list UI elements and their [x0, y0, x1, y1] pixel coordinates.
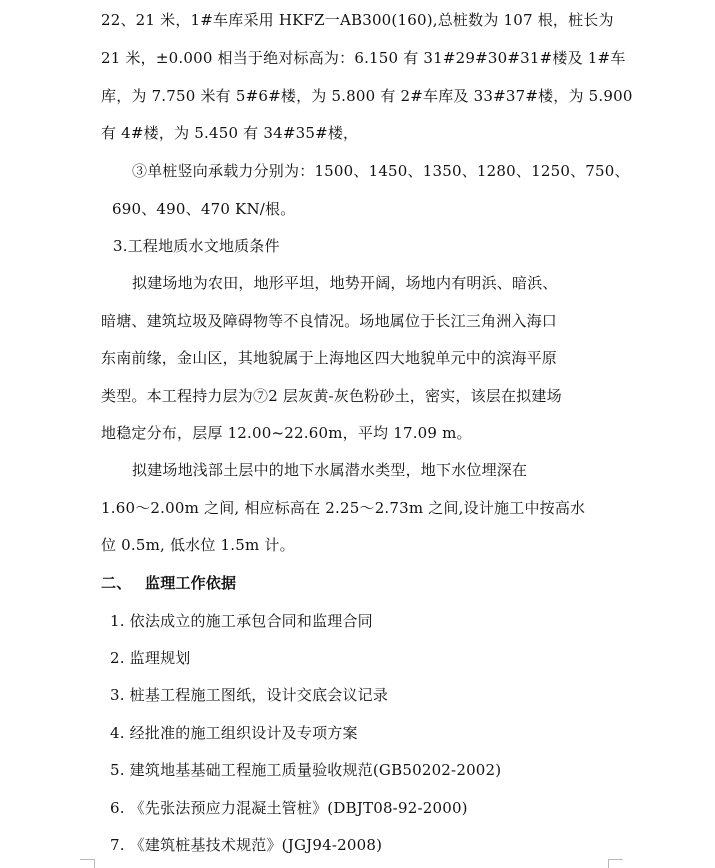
paragraph-line: 东南前缘，金山区，其地貌属于上海地区四大地貌单元中的滨海平原: [101, 349, 558, 367]
list-item: 4. 经批准的施工组织设计及专项方案: [110, 724, 358, 742]
paragraph-line: 21 米，±0.000 相当于绝对标高为：6.150 有 31#29#30#31#楼及 1#车: [101, 49, 626, 67]
list-item: 1. 依法成立的施工承包合同和监理合同: [110, 612, 373, 630]
paragraph-line: 22、21 米，1#车库采用 HKFZ一AB300(160),总桩数为 107 根，桩长为: [101, 11, 614, 29]
paragraph-line: 地稳定分布，层厚 12.00~22.60m，平均 17.09 m。: [101, 424, 472, 442]
chapter-heading: [101, 572, 236, 594]
list-item: 3. 桩基工程施工图纸，设计交底会议记录: [110, 686, 389, 704]
section-heading: 3.工程地质水文地质条件: [113, 237, 280, 255]
paragraph-line: 拟建场地为农田，地形平坦，地势开阔，场地内有明浜、暗浜、: [132, 274, 558, 292]
list-item: 6. 《先张法预应力混凝土管桩》(DBJT08-92-2000): [110, 799, 468, 817]
chapter-number: 二、: [101, 574, 132, 592]
list-item: 2. 监理规划: [110, 649, 191, 667]
paragraph-line: 1.60～2.00m 之间, 相应标高在 2.25～2.73m 之间,设计施工中按高水: [101, 499, 586, 517]
paragraph-line: 位 0.5m, 低水位 1.5m 计。: [101, 536, 295, 554]
paragraph-line: 有 4#楼，为 5.450 有 34#35#楼，: [101, 124, 359, 142]
paragraph-line: ③单桩竖向承载力分别为：1500、1450、1350、1280、1250、750、: [132, 162, 630, 180]
paragraph-line: 690、490、470 KN/根。: [112, 200, 296, 218]
paragraph-line: 类型。本工程持力层为⑦2 层灰黄-灰色粉砂土，密实，该层在拟建场: [101, 387, 562, 405]
paragraph-line: 暗塘、建筑垃圾及障碍物等不良情况。场地属位于长江三角洲入海口: [101, 312, 558, 330]
page-corner-mark: [80, 859, 95, 868]
page-corner-mark: [608, 859, 623, 868]
paragraph-line: 拟建场地浅部土层中的地下水属潜水类型，地下水位埋深在: [132, 461, 528, 479]
chapter-title: 监理工作依据: [145, 574, 237, 592]
list-item: 5. 建筑地基基础工程施工质量验收规范(GB50202-2002): [110, 761, 502, 779]
list-item: 7. 《建筑桩基技术规范》(JGJ94-2008): [110, 836, 383, 854]
paragraph-line: 库，为 7.750 米有 5#6#楼，为 5.800 有 2#车库及 33#37#楼，为 5.900: [101, 87, 633, 105]
